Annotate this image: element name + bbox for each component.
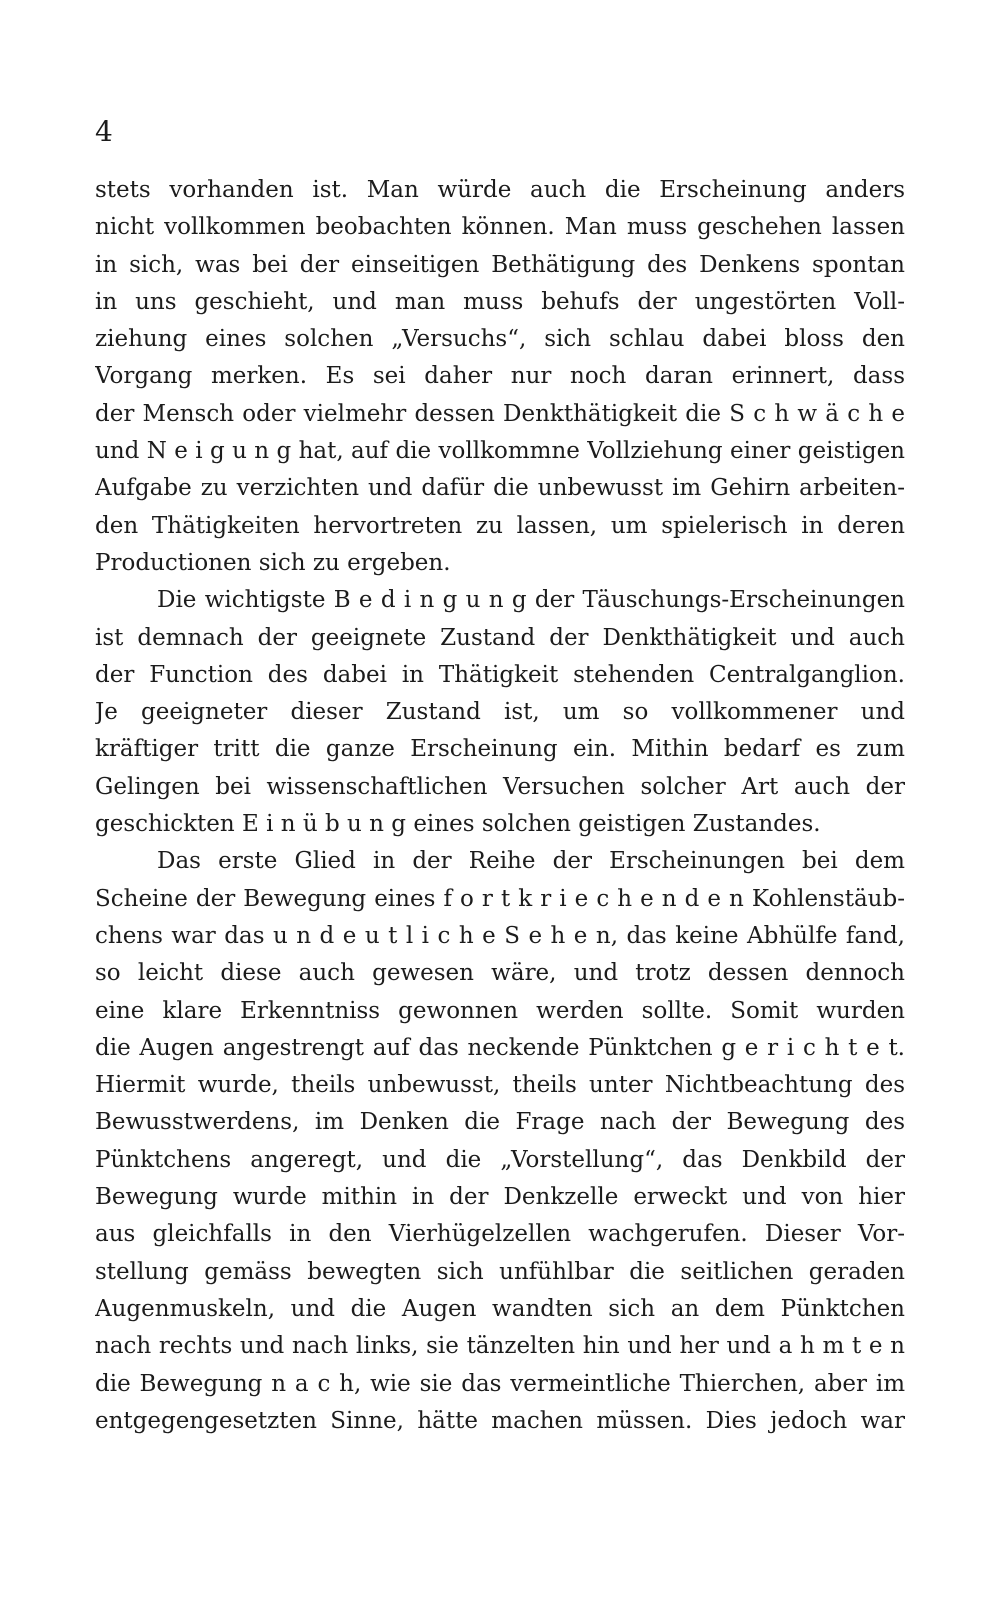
text-line: Hiermit wurde, theils unbewusst, theils unter Nichtbeachtung des — [95, 1072, 905, 1099]
text-line: nach rechts und nach links, sie tänzelten hin und her und a h m t e n — [95, 1333, 905, 1360]
text-line: Bewusstwerdens, im Denken die Frage nach der Bewegung des — [95, 1109, 905, 1136]
text-line: in uns geschieht, und man muss behufs der ungestörten Voll- — [95, 288, 905, 315]
text-line: chens war das u n d e u t l i c h e S e h e n, das keine Abhülfe fand, — [95, 922, 905, 949]
text-line: ist demnach der geeignete Zustand der Denkthätigkeit und auch — [95, 624, 905, 651]
text-line: stellung gemäss bewegten sich unfühlbar die seitlichen geraden — [95, 1258, 905, 1285]
text-line: Bewegung wurde mithin in der Denkzelle erweckt und von hier — [95, 1184, 905, 1211]
text-line: die Augen angestrengt auf das neckende Pünktchen g e r i c h t e t. — [95, 1034, 905, 1061]
text-line: so leicht diese auch gewesen wäre, und trotz dessen dennoch — [95, 960, 905, 987]
text-line: stets vorhanden ist. Man würde auch die Erscheinung anders — [95, 177, 905, 203]
text-line: kräftiger tritt die ganze Erscheinung ein. Mithin bedarf es zum — [95, 736, 905, 763]
text-line: eine klare Erkenntniss gewonnen werden sollte. Somit wurden — [95, 997, 905, 1024]
text-line: entgegengesetzten Sinne, hätte machen müssen. Dies jedoch war — [95, 1407, 905, 1434]
page-number: 4 — [95, 115, 113, 148]
text-line: nicht vollkommen beobachten können. Man muss geschehen lassen — [95, 214, 905, 241]
text-line: Vorgang merken. Es sei daher nur noch daran erinnert, dass — [95, 363, 905, 390]
text-line: aus gleichfalls in den Vierhügelzellen wachgerufen. Dieser Vor- — [95, 1221, 905, 1248]
text-line: der Mensch oder vielmehr dessen Denkthätigkeit die S c h w ä c h e — [95, 400, 905, 427]
text-line: ziehung eines solchen „Versuchs“, sich schlau dabei bloss den — [95, 326, 905, 353]
text-line: und N e i g u n g hat, auf die vollkommne Vollziehung einer geistigen — [95, 438, 905, 465]
text-line: der Function des dabei in Thätigkeit stehenden Centralganglion. — [95, 661, 905, 688]
text-line: Die wichtigste B e d i n g u n g der Täuschungs-Erscheinungen — [157, 587, 905, 614]
text-line: Das erste Glied in der Reihe der Erscheinungen bei dem — [157, 848, 905, 875]
text-line: den Thätigkeiten hervortreten zu lassen, um spielerisch in deren — [95, 512, 905, 539]
text-line: in sich, was bei der einseitigen Bethätigung des Denkens spontan — [95, 251, 905, 278]
text-line: Pünktchens angeregt, und die „Vorstellung“, das Denkbild der — [95, 1146, 905, 1173]
text-line: Augenmuskeln, und die Augen wandten sich an dem Pünktchen — [95, 1295, 905, 1322]
text-line: Scheine der Bewegung eines f o r t k r i e c h e n d e n Kohlenstäub- — [95, 885, 905, 912]
text-line: Je geeigneter dieser Zustand ist, um so vollkommener und — [95, 699, 905, 726]
text-line: Aufgabe zu verzichten und dafür die unbewusst im Gehirn arbeiten- — [95, 475, 905, 502]
text-line: geschickten E i n ü b u n g eines solchen geistigen Zustandes. — [95, 811, 821, 838]
text-line: Productionen sich zu ergeben. — [95, 549, 451, 576]
text-line: Gelingen bei wissenschaftlichen Versuchen solcher Art auch der — [95, 773, 905, 800]
text-line: die Bewegung n a c h, wie sie das vermeintliche Thierchen, aber im — [95, 1370, 905, 1397]
body-text — [95, 172, 905, 1440]
